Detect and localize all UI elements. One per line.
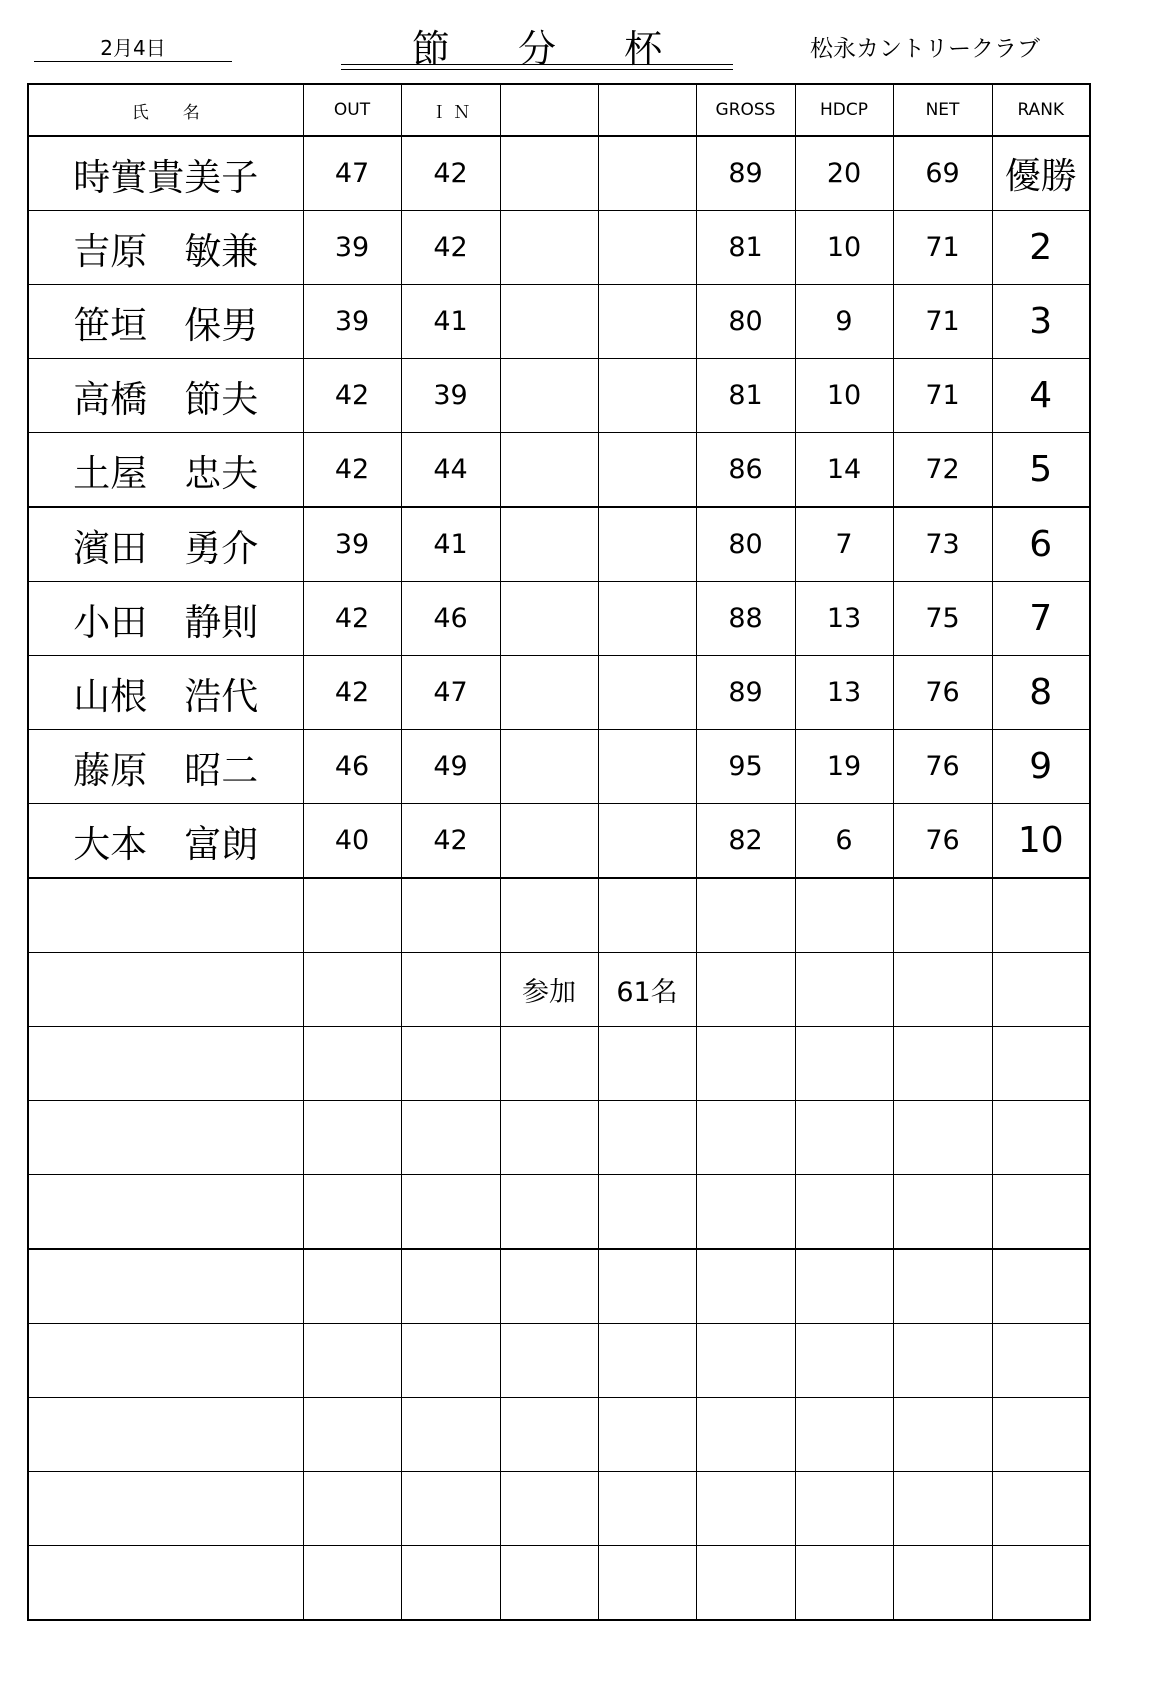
empty-cell: [795, 1249, 893, 1324]
gross-score: 81: [696, 211, 795, 285]
empty-row: [28, 1472, 1090, 1546]
blank-cell: [500, 285, 598, 359]
col-header-name: 氏 名: [28, 84, 303, 136]
blank-cell: [598, 804, 696, 879]
col-header-blank-2: [598, 84, 696, 136]
empty-cell: [28, 1175, 303, 1250]
empty-cell: [893, 1546, 992, 1621]
col-header-hdcp: HDCP: [795, 84, 893, 136]
empty-cell: [893, 1175, 992, 1250]
player-name: 高橋 節夫: [28, 359, 303, 433]
hdcp-value: 13: [795, 582, 893, 656]
empty-row: [28, 1175, 1090, 1250]
empty-cell: [401, 1472, 500, 1546]
empty-cell: [598, 1324, 696, 1398]
in-score: 41: [401, 507, 500, 582]
empty-cell: [893, 1249, 992, 1324]
empty-cell: [401, 1101, 500, 1175]
in-score: 42: [401, 211, 500, 285]
empty-cell: [795, 1324, 893, 1398]
hdcp-value: 20: [795, 136, 893, 211]
in-score: 46: [401, 582, 500, 656]
empty-cell: [500, 1398, 598, 1472]
rank-value: 4: [992, 359, 1090, 433]
empty-cell: [696, 1249, 795, 1324]
club-name: 松永カントリークラブ: [810, 36, 1040, 62]
rank-value: 8: [992, 656, 1090, 730]
date-text: 2月4日: [100, 36, 166, 60]
empty-cell: [303, 1101, 401, 1175]
empty-row: [28, 1398, 1090, 1472]
empty-cell: [598, 1175, 696, 1250]
attendance-row: [28, 953, 1090, 1027]
empty-cell: [401, 1398, 500, 1472]
net-score: 71: [893, 211, 992, 285]
empty-cell: [696, 1027, 795, 1101]
out-score: 39: [303, 211, 401, 285]
empty-cell: [696, 878, 795, 953]
gross-score: 86: [696, 433, 795, 508]
in-score: 49: [401, 730, 500, 804]
empty-cell: [893, 1027, 992, 1101]
table-row: [28, 359, 1090, 433]
rank-value: 3: [992, 285, 1090, 359]
empty-cell: [598, 1398, 696, 1472]
empty-cell: [500, 1324, 598, 1398]
empty-cell: [893, 1398, 992, 1472]
out-score: 39: [303, 285, 401, 359]
empty-cell: [303, 878, 401, 953]
empty-cell: [992, 1546, 1090, 1621]
gross-score: 89: [696, 136, 795, 211]
empty-cell: [795, 1472, 893, 1546]
blank-cell: [500, 582, 598, 656]
date-underline: [34, 61, 232, 62]
player-name: 吉原 敏兼: [28, 211, 303, 285]
blank-cell: [598, 730, 696, 804]
player-name: 濱田 勇介: [28, 507, 303, 582]
net-score: 76: [893, 656, 992, 730]
rank-value: 6: [992, 507, 1090, 582]
empty-cell: [795, 1175, 893, 1250]
empty-cell: [992, 878, 1090, 953]
date-field: [34, 28, 232, 62]
attendance-count: 61名: [598, 953, 696, 1027]
empty-cell: [28, 878, 303, 953]
blank-cell: [500, 730, 598, 804]
empty-cell: [696, 1472, 795, 1546]
attendance-label: 参加: [500, 953, 598, 1027]
in-score: 39: [401, 359, 500, 433]
empty-cell: [992, 953, 1090, 1027]
table-row: [28, 136, 1090, 211]
blank-cell: [500, 211, 598, 285]
empty-cell: [28, 1027, 303, 1101]
empty-cell: [303, 1027, 401, 1101]
in-score: 44: [401, 433, 500, 508]
blank-cell: [598, 136, 696, 211]
empty-cell: [500, 1175, 598, 1250]
hdcp-value: 14: [795, 433, 893, 508]
blank-cell: [500, 433, 598, 508]
net-score: 76: [893, 804, 992, 879]
empty-cell: [893, 1101, 992, 1175]
in-score: 47: [401, 656, 500, 730]
gross-score: 89: [696, 656, 795, 730]
player-name: 土屋 忠夫: [28, 433, 303, 508]
net-score: 71: [893, 359, 992, 433]
empty-cell: [401, 953, 500, 1027]
rank-value: 5: [992, 433, 1090, 508]
empty-cell: [795, 1398, 893, 1472]
rank-value: 7: [992, 582, 1090, 656]
empty-cell: [598, 878, 696, 953]
empty-cell: [696, 1398, 795, 1472]
blank-cell: [500, 656, 598, 730]
gross-score: 80: [696, 285, 795, 359]
gross-score: 82: [696, 804, 795, 879]
out-score: 46: [303, 730, 401, 804]
empty-cell: [500, 878, 598, 953]
empty-cell: [28, 1324, 303, 1398]
blank-cell: [500, 507, 598, 582]
col-header-in: Ｉ Ｎ: [401, 84, 500, 136]
empty-row: [28, 1546, 1090, 1621]
empty-cell: [500, 1249, 598, 1324]
empty-cell: [303, 1546, 401, 1621]
empty-cell: [500, 1546, 598, 1621]
empty-cell: [28, 1249, 303, 1324]
empty-cell: [28, 953, 303, 1027]
table-row: [28, 730, 1090, 804]
empty-cell: [28, 1472, 303, 1546]
in-score: 41: [401, 285, 500, 359]
player-name: 山根 浩代: [28, 656, 303, 730]
blank-cell: [598, 582, 696, 656]
empty-cell: [500, 1472, 598, 1546]
empty-cell: [696, 1546, 795, 1621]
empty-cell: [28, 1398, 303, 1472]
col-header-net: NET: [893, 84, 992, 136]
empty-cell: [28, 1101, 303, 1175]
hdcp-value: 9: [795, 285, 893, 359]
net-score: 73: [893, 507, 992, 582]
rank-value: 優勝: [992, 136, 1090, 211]
blank-cell: [598, 433, 696, 508]
blank-cell: [500, 136, 598, 211]
table-row: [28, 656, 1090, 730]
empty-cell: [795, 1546, 893, 1621]
empty-cell: [992, 1175, 1090, 1250]
gross-score: 88: [696, 582, 795, 656]
col-header-rank: RANK: [992, 84, 1090, 136]
table-row: [28, 433, 1090, 508]
table-row: [28, 804, 1090, 879]
blank-cell: [598, 359, 696, 433]
table-row: [28, 285, 1090, 359]
empty-cell: [598, 1249, 696, 1324]
player-name: 時實貴美子: [28, 136, 303, 211]
net-score: 72: [893, 433, 992, 508]
empty-row: [28, 1249, 1090, 1324]
empty-row: [28, 1027, 1090, 1101]
blank-cell: [598, 285, 696, 359]
col-header-gross: GROSS: [696, 84, 795, 136]
blank-cell: [500, 804, 598, 879]
table-row: [28, 507, 1090, 582]
out-score: 40: [303, 804, 401, 879]
empty-cell: [303, 953, 401, 1027]
gross-score: 95: [696, 730, 795, 804]
rank-value: 9: [992, 730, 1090, 804]
empty-cell: [992, 1398, 1090, 1472]
empty-cell: [401, 1249, 500, 1324]
empty-cell: [893, 953, 992, 1027]
out-score: 42: [303, 656, 401, 730]
empty-cell: [893, 878, 992, 953]
empty-cell: [992, 1101, 1090, 1175]
player-name: 笹垣 保男: [28, 285, 303, 359]
blank-cell: [598, 507, 696, 582]
empty-cell: [992, 1324, 1090, 1398]
net-score: 75: [893, 582, 992, 656]
empty-cell: [795, 1027, 893, 1101]
empty-cell: [303, 1249, 401, 1324]
net-score: 71: [893, 285, 992, 359]
empty-cell: [795, 878, 893, 953]
in-score: 42: [401, 136, 500, 211]
empty-cell: [893, 1472, 992, 1546]
hdcp-value: 6: [795, 804, 893, 879]
col-header-out: OUT: [303, 84, 401, 136]
net-score: 69: [893, 136, 992, 211]
blank-cell: [598, 656, 696, 730]
empty-row: [28, 1101, 1090, 1175]
empty-cell: [303, 1472, 401, 1546]
empty-cell: [598, 1101, 696, 1175]
empty-cell: [696, 1324, 795, 1398]
empty-cell: [696, 1175, 795, 1250]
empty-row: [28, 878, 1090, 953]
out-score: 42: [303, 582, 401, 656]
empty-cell: [401, 1324, 500, 1398]
player-name: 小田 静則: [28, 582, 303, 656]
empty-cell: [401, 1027, 500, 1101]
empty-cell: [992, 1249, 1090, 1324]
empty-cell: [401, 1175, 500, 1250]
net-score: 76: [893, 730, 992, 804]
blank-cell: [598, 211, 696, 285]
out-score: 42: [303, 359, 401, 433]
empty-cell: [303, 1175, 401, 1250]
empty-cell: [893, 1324, 992, 1398]
hdcp-value: 19: [795, 730, 893, 804]
blank-cell: [500, 359, 598, 433]
empty-cell: [598, 1472, 696, 1546]
empty-cell: [795, 953, 893, 1027]
empty-row: [28, 1324, 1090, 1398]
player-name: 大本 富朗: [28, 804, 303, 879]
hdcp-value: 13: [795, 656, 893, 730]
empty-cell: [28, 1546, 303, 1621]
empty-cell: [401, 1546, 500, 1621]
empty-cell: [500, 1101, 598, 1175]
gross-score: 81: [696, 359, 795, 433]
out-score: 47: [303, 136, 401, 211]
empty-cell: [992, 1472, 1090, 1546]
empty-cell: [303, 1398, 401, 1472]
rank-value: 2: [992, 211, 1090, 285]
hdcp-value: 10: [795, 359, 893, 433]
rank-value: 10: [992, 804, 1090, 879]
results-table: [27, 83, 1091, 1621]
out-score: 39: [303, 507, 401, 582]
hdcp-value: 10: [795, 211, 893, 285]
empty-cell: [696, 953, 795, 1027]
col-header-blank-1: [500, 84, 598, 136]
in-score: 42: [401, 804, 500, 879]
empty-cell: [598, 1027, 696, 1101]
empty-cell: [992, 1027, 1090, 1101]
empty-cell: [598, 1546, 696, 1621]
empty-cell: [401, 878, 500, 953]
hdcp-value: 7: [795, 507, 893, 582]
table-row: [28, 582, 1090, 656]
page-title: 節 分 杯: [411, 27, 691, 71]
out-score: 42: [303, 433, 401, 508]
table-row: [28, 211, 1090, 285]
title-double-underline: [341, 64, 733, 70]
gross-score: 80: [696, 507, 795, 582]
title-block: [341, 18, 733, 70]
player-name: 藤原 昭二: [28, 730, 303, 804]
empty-cell: [795, 1101, 893, 1175]
empty-cell: [303, 1324, 401, 1398]
empty-cell: [696, 1101, 795, 1175]
empty-cell: [500, 1027, 598, 1101]
table-header-row: [28, 84, 1090, 136]
